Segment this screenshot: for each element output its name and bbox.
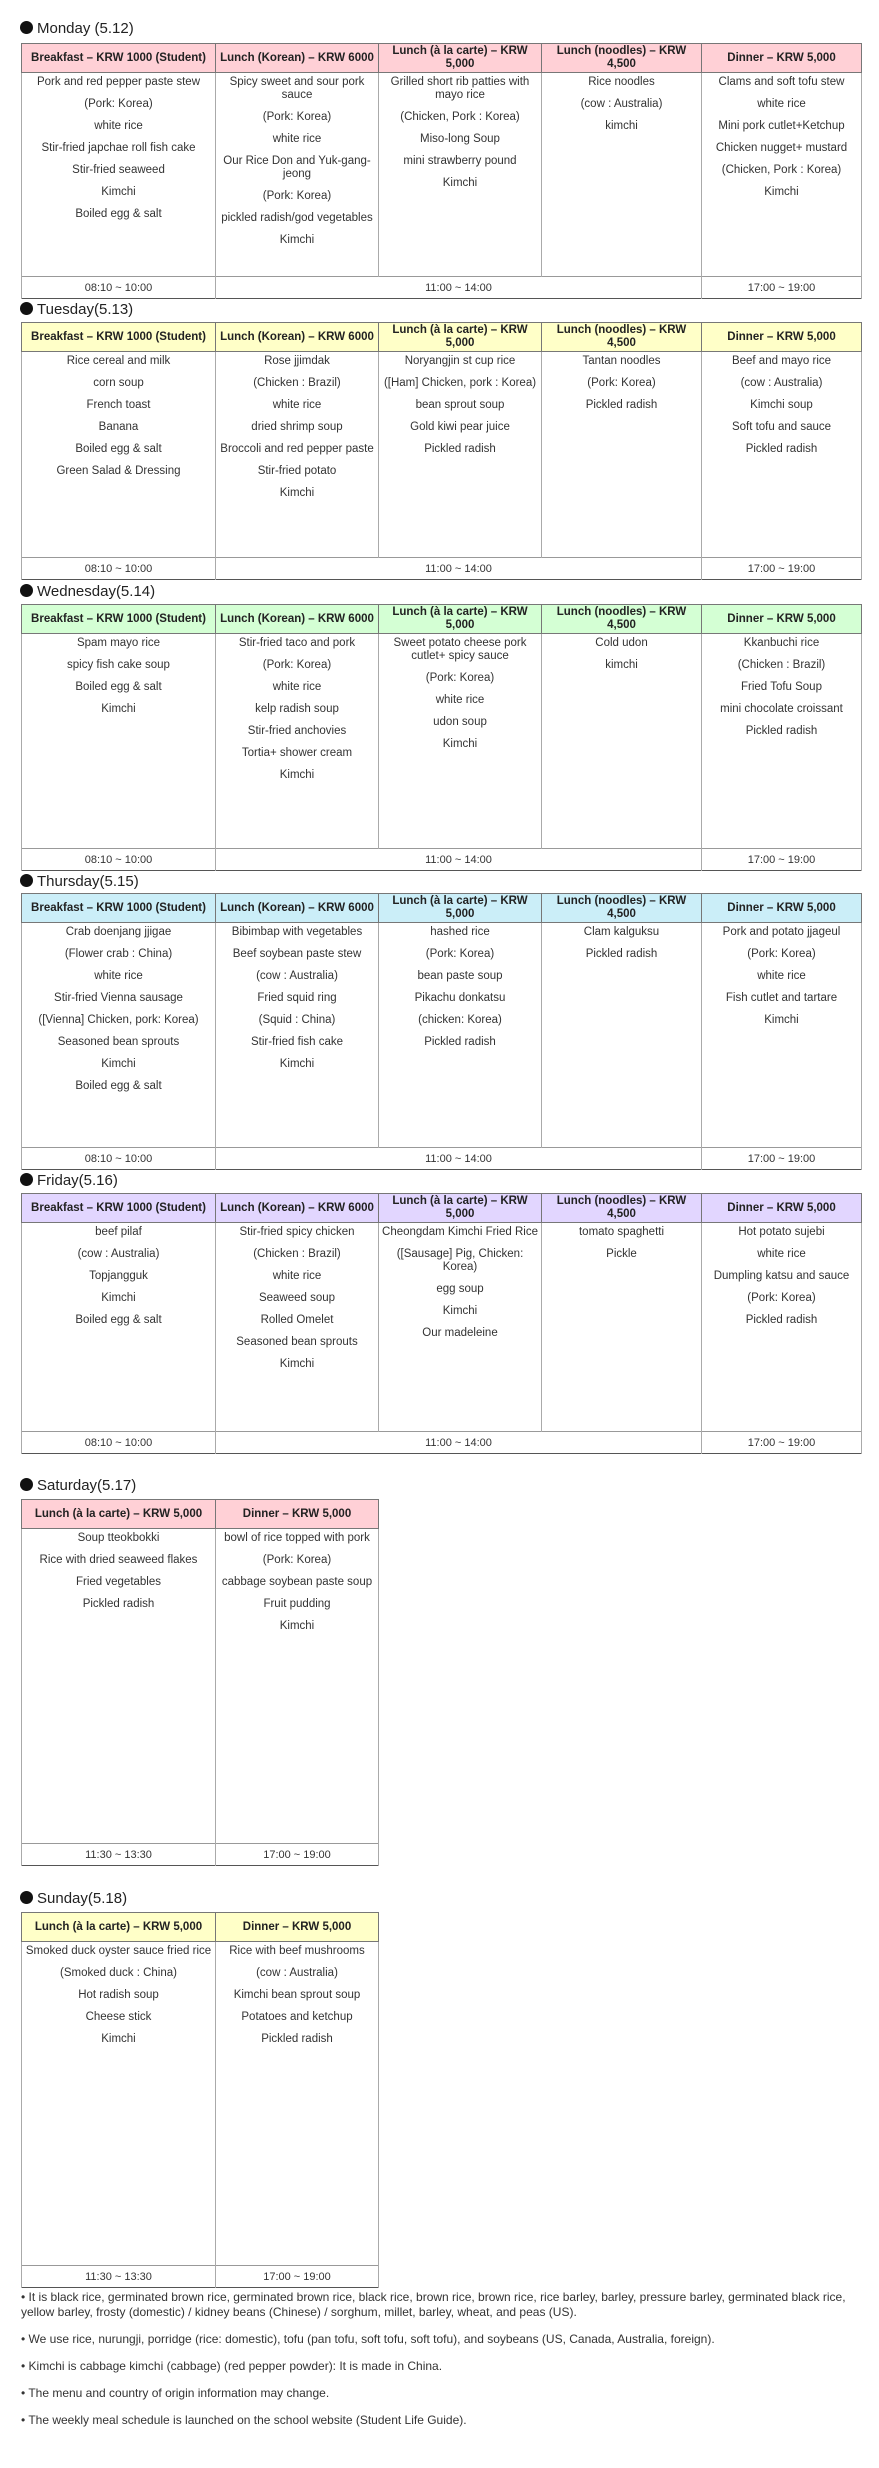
menu-item: ([Ham] Chicken, pork : Korea) xyxy=(383,377,537,389)
column-header: Lunch (à la carte) – KRW 5,000 xyxy=(379,1194,542,1223)
note-website: • The weekly meal schedule is launched on the school website (Student Life Guide). xyxy=(21,2413,467,2427)
menu-item: Stir-fried potato xyxy=(257,465,337,477)
menu-item: Fried Tofu Soup xyxy=(741,681,822,693)
menu-cell xyxy=(379,634,542,849)
menu-item: mini strawberry pound xyxy=(403,155,517,167)
menu-cell xyxy=(542,1223,702,1432)
day-title-monday xyxy=(20,19,134,39)
menu-cell xyxy=(216,634,379,849)
lunch-time: 11:00 ~ 14:00 xyxy=(216,558,702,580)
column-header: Lunch (Korean) – KRW 6000 xyxy=(216,605,379,634)
menu-item: Hot radish soup xyxy=(78,1989,159,2001)
note-grains: • It is black rice, germinated brown rice, germinated brown rice, black rice, brown rice, brown rice, rice barley, barley, pressure barley, germinated black rice, yellow barley, frosty (domestic) / kidney beans (Chinese) / sorghum, millet, barley, wheat, and peas (US). xyxy=(21,2290,846,2319)
breakfast-time: 08:10 ~ 10:00 xyxy=(22,277,216,299)
lunch-time: 11:30 ~ 13:30 xyxy=(22,2266,216,2288)
note-menu-change: • The menu and country of origin information may change. xyxy=(21,2386,330,2400)
menu-item: Gold kiwi pear juice xyxy=(410,421,510,433)
note-rice-tofu: • We use rice, nurungji, porridge (rice: domestic), tofu (pan tofu, soft tofu, soft tofu), and soybeans (US, Canada, Australia, foreign). xyxy=(21,2332,715,2346)
menu-item: Cold udon xyxy=(595,637,648,649)
menu-item: bean paste soup xyxy=(417,970,503,982)
menu-item: (Pork: Korea) xyxy=(262,111,332,123)
menu-item: Spicy sweet and sour pork sauce xyxy=(229,76,365,101)
menu-item: Fruit pudding xyxy=(263,1598,331,1610)
column-header: Dinner – KRW 5,000 xyxy=(702,1194,862,1223)
menu-item: kelp radish soup xyxy=(255,703,339,715)
menu-cell xyxy=(542,352,702,558)
menu-item: bean sprout soup xyxy=(415,399,505,411)
menu-item: Boiled egg & salt xyxy=(75,681,162,693)
column-header: Lunch (noodles) – KRW 4,500 xyxy=(542,323,702,352)
menu-item: Kimchi xyxy=(764,1014,799,1026)
menu-item: Crab doenjang jjigae xyxy=(65,926,172,938)
column-header: Dinner – KRW 5,000 xyxy=(702,605,862,634)
menu-cell xyxy=(542,923,702,1148)
day-title-text: Friday(5.16) xyxy=(37,1172,118,1189)
menu-cell xyxy=(22,634,216,849)
dinner-time: 17:00 ~ 19:00 xyxy=(702,849,862,871)
menu-item: Beef and mayo rice xyxy=(731,355,832,367)
menu-item: (Pork: Korea) xyxy=(262,659,332,671)
column-header: Lunch (noodles) – KRW 4,500 xyxy=(542,1194,702,1223)
menu-item: cabbage soybean paste soup xyxy=(221,1576,373,1588)
day-title-sunday xyxy=(20,1889,127,1909)
dinner-time: 17:00 ~ 19:00 xyxy=(702,1432,862,1454)
menu-item: Chicken nugget+ mustard xyxy=(715,142,848,154)
menu-item: white rice xyxy=(94,970,143,982)
menu-cell xyxy=(379,923,542,1148)
menu-table-tuesday xyxy=(21,322,862,580)
menu-item: kimchi xyxy=(605,120,638,132)
breakfast-time: 08:10 ~ 10:00 xyxy=(22,1432,216,1454)
menu-item: Banana xyxy=(98,421,139,433)
menu-item: Rolled Omelet xyxy=(260,1314,334,1326)
menu-item: Dumpling katsu and sauce xyxy=(713,1270,850,1282)
column-header: Breakfast – KRW 1000 (Student) xyxy=(22,894,216,923)
menu-item: (Pork: Korea) xyxy=(425,948,495,960)
menu-cell xyxy=(702,634,862,849)
day-title-text: Sunday(5.18) xyxy=(37,1890,128,1907)
menu-item: Clams and soft tofu stew xyxy=(718,76,845,88)
day-title-text: Saturday(5.17) xyxy=(37,1477,137,1494)
notes-section xyxy=(21,2290,861,2440)
menu-item: corn soup xyxy=(93,377,144,389)
menu-item: white rice xyxy=(272,399,322,411)
column-header: Lunch (Korean) – KRW 6000 xyxy=(216,1194,379,1223)
menu-item: Kimchi xyxy=(442,738,478,750)
menu-item: (Chicken, Pork : Korea) xyxy=(400,111,520,123)
menu-cell xyxy=(702,1223,862,1432)
menu-item: pickled radish/god vegetables xyxy=(221,212,373,224)
menu-item: Kimchi xyxy=(442,177,478,189)
menu-item: Hot potato sujebi xyxy=(738,1226,825,1238)
menu-item: (Chicken, Pork : Korea) xyxy=(721,164,842,176)
menu-item: bowl of rice topped with pork xyxy=(224,1532,370,1544)
menu-item: Kimchi bean sprout soup xyxy=(233,1989,361,2001)
column-header: Lunch (noodles) – KRW 4,500 xyxy=(542,894,702,923)
menu-item: Fish cutlet and tartare xyxy=(725,992,838,1004)
menu-item: Kimchi xyxy=(101,1058,136,1070)
menu-item: Rice with dried seaweed flakes xyxy=(39,1554,198,1566)
menu-item: Cheese stick xyxy=(85,2011,152,2023)
menu-table-thursday xyxy=(21,893,862,1170)
menu-item: (Pork: Korea) xyxy=(747,1292,816,1304)
menu-item: Kkanbuchi rice xyxy=(743,637,820,649)
menu-item: Our madeleine xyxy=(422,1327,498,1339)
menu-item: spicy fish cake soup xyxy=(67,659,170,671)
column-header: Dinner – KRW 5,000 xyxy=(702,894,862,923)
menu-item: Stir-fried spicy chicken xyxy=(239,1226,355,1238)
menu-item: Pickle xyxy=(606,1248,637,1260)
menu-item: Pork and red pepper paste stew xyxy=(36,76,201,88)
menu-item: Kimchi xyxy=(279,1620,315,1632)
menu-item: udon soup xyxy=(433,716,487,728)
menu-cell xyxy=(22,1529,216,1844)
menu-cell xyxy=(22,73,216,277)
menu-item: Tortia+ shower cream xyxy=(241,747,353,759)
lunch-time: 11:00 ~ 14:00 xyxy=(216,1148,702,1170)
menu-item: (Pork: Korea) xyxy=(747,948,816,960)
dinner-time: 17:00 ~ 19:00 xyxy=(216,2266,379,2288)
dinner-time: 17:00 ~ 19:00 xyxy=(702,277,862,299)
menu-item: Kimchi xyxy=(101,2033,136,2045)
column-header: Lunch (à la carte) – KRW 5,000 xyxy=(379,323,542,352)
menu-item: Boiled egg & salt xyxy=(75,1314,162,1326)
menu-item: Rice cereal and milk xyxy=(66,355,171,367)
menu-item: (Pork: Korea) xyxy=(262,1554,332,1566)
menu-item: Beef soybean paste stew xyxy=(232,948,362,960)
menu-item: Clam kalguksu xyxy=(583,926,660,938)
bullet-icon xyxy=(20,584,33,597)
menu-item: Stir-fried fish cake xyxy=(250,1036,344,1048)
menu-item: Boiled egg & salt xyxy=(75,443,162,455)
menu-item: Kimchi xyxy=(101,186,136,198)
menu-item: Smoked duck oyster sauce fried rice xyxy=(25,1945,212,1957)
menu-item: Stir-fried taco and pork xyxy=(238,637,356,649)
menu-cell xyxy=(22,1942,216,2266)
menu-item: (Pork: Korea) xyxy=(587,377,656,389)
column-header: Lunch (à la carte) – KRW 5,000 xyxy=(22,1500,216,1529)
menu-item: (Pork: Korea) xyxy=(84,98,153,110)
menu-item: ([Sausage] Pig, Chicken: Korea) xyxy=(396,1248,524,1273)
menu-item: Topjangguk xyxy=(89,1270,148,1282)
menu-item: Pickled radish xyxy=(745,725,818,737)
menu-table-sunday xyxy=(21,1912,379,2288)
menu-item: Kimchi xyxy=(279,487,315,499)
day-title-friday xyxy=(20,1171,118,1191)
menu-item: (Squid : China) xyxy=(258,1014,336,1026)
menu-cell xyxy=(216,923,379,1148)
menu-item: white rice xyxy=(272,133,322,145)
menu-item: Rose jjimdak xyxy=(264,355,330,367)
menu-item: (chicken: Korea) xyxy=(418,1014,502,1026)
day-title-thursday xyxy=(20,872,139,892)
menu-cell xyxy=(216,1529,379,1844)
day-title-text: Tuesday(5.13) xyxy=(37,301,134,318)
menu-item: Noryangjin st cup rice xyxy=(404,355,516,367)
column-header: Breakfast – KRW 1000 (Student) xyxy=(22,1194,216,1223)
note-kimchi: • Kimchi is cabbage kimchi (cabbage) (red pepper powder): It is made in China. xyxy=(21,2359,443,2373)
menu-item: Pickled radish xyxy=(745,443,818,455)
menu-item: (Smoked duck : China) xyxy=(60,1967,177,1979)
menu-item: beef pilaf xyxy=(95,1226,142,1238)
menu-item: Fried squid ring xyxy=(257,992,337,1004)
menu-cell xyxy=(702,923,862,1148)
menu-item: Stir-fried Vienna sausage xyxy=(54,992,183,1004)
menu-cell xyxy=(542,634,702,849)
menu-item: Pickled radish xyxy=(424,443,496,455)
menu-table-saturday xyxy=(21,1499,379,1866)
menu-item: Pickled radish xyxy=(82,1598,155,1610)
dinner-time: 17:00 ~ 19:00 xyxy=(216,1844,379,1866)
breakfast-time: 08:10 ~ 10:00 xyxy=(22,558,216,580)
menu-item: Kimchi xyxy=(101,1292,136,1304)
menu-table-monday xyxy=(21,43,862,299)
column-header: Dinner – KRW 5,000 xyxy=(216,1913,379,1942)
menu-item: Pickled radish xyxy=(745,1314,818,1326)
day-title-tuesday xyxy=(20,300,133,320)
menu-item: white rice xyxy=(757,970,806,982)
column-header: Breakfast – KRW 1000 (Student) xyxy=(22,605,216,634)
menu-item: (Chicken : Brazil) xyxy=(253,1248,341,1260)
menu-item: white rice xyxy=(272,1270,322,1282)
menu-item: (cow : Australia) xyxy=(256,1967,338,1979)
bullet-icon xyxy=(20,21,33,34)
day-title-text: Thursday(5.15) xyxy=(37,873,139,890)
menu-table-wednesday xyxy=(21,604,862,871)
column-header: Dinner – KRW 5,000 xyxy=(702,44,862,73)
menu-cell xyxy=(379,73,542,277)
bullet-icon xyxy=(20,1478,33,1491)
menu-item: white rice xyxy=(94,120,143,132)
menu-item: (cow : Australia) xyxy=(740,377,823,389)
column-header: Breakfast – KRW 1000 (Student) xyxy=(22,323,216,352)
menu-item: Stir-fried anchovies xyxy=(247,725,347,737)
breakfast-time: 08:10 ~ 10:00 xyxy=(22,1148,216,1170)
menu-cell xyxy=(22,1223,216,1432)
lunch-time: 11:00 ~ 14:00 xyxy=(216,277,702,299)
menu-item: Mini pork cutlet+Ketchup xyxy=(718,120,845,132)
menu-cell xyxy=(22,352,216,558)
menu-item: (cow : Australia) xyxy=(256,970,338,982)
bullet-icon xyxy=(20,874,33,887)
menu-item: French toast xyxy=(86,399,151,411)
menu-item: Stir-fried seaweed xyxy=(72,164,165,176)
menu-item: (cow : Australia) xyxy=(77,1248,160,1260)
menu-item: white rice xyxy=(757,1248,806,1260)
menu-item: (cow : Australia) xyxy=(580,98,663,110)
menu-cell xyxy=(216,352,379,558)
menu-item: Rice with beef mushrooms xyxy=(229,1945,365,1957)
menu-item: (Chicken : Brazil) xyxy=(737,659,826,671)
menu-item: tomato spaghetti xyxy=(578,1226,665,1238)
menu-item: Tantan noodles xyxy=(582,355,661,367)
menu-item: Sweet potato cheese pork cutlet+ spicy sauce xyxy=(393,637,527,662)
day-title-wednesday xyxy=(20,582,155,602)
menu-item: Fried vegetables xyxy=(75,1576,162,1588)
menu-item: Kimchi xyxy=(101,703,136,715)
menu-item: Spam mayo rice xyxy=(76,637,161,649)
menu-cell xyxy=(702,73,862,277)
menu-item: Kimchi xyxy=(279,769,315,781)
column-header: Lunch (Korean) – KRW 6000 xyxy=(216,323,379,352)
column-header: Lunch (à la carte) – KRW 5,000 xyxy=(379,894,542,923)
menu-item: Stir-fried japchae roll fish cake xyxy=(41,142,196,154)
menu-item: Green Salad & Dressing xyxy=(56,465,181,477)
menu-cell xyxy=(379,1223,542,1432)
lunch-time: 11:30 ~ 13:30 xyxy=(22,1844,216,1866)
menu-item: Pickled radish xyxy=(424,1036,496,1048)
bullet-icon xyxy=(20,1173,33,1186)
menu-item: Cheongdam Kimchi Fried Rice xyxy=(382,1226,538,1238)
menu-item: Pickled radish xyxy=(261,2033,333,2045)
bullet-icon xyxy=(20,302,33,315)
column-header: Lunch (à la carte) – KRW 5,000 xyxy=(22,1913,216,1942)
menu-item: Kimchi xyxy=(279,234,315,246)
lunch-time: 11:00 ~ 14:00 xyxy=(216,1432,702,1454)
menu-cell xyxy=(216,1942,379,2266)
menu-item: ([Vienna] Chicken, pork: Korea) xyxy=(38,1014,199,1026)
menu-item: kimchi xyxy=(605,659,638,671)
menu-item: white rice xyxy=(272,681,322,693)
menu-item: Pickled radish xyxy=(585,399,658,411)
menu-item: Kimchi xyxy=(279,1358,315,1370)
menu-item: Kimchi xyxy=(442,1305,478,1317)
menu-item: Boiled egg & salt xyxy=(75,1080,162,1092)
column-header: Breakfast – KRW 1000 (Student) xyxy=(22,44,216,73)
menu-item: Soft tofu and sauce xyxy=(731,421,832,433)
menu-item: Pork and potato jjageul xyxy=(722,926,841,938)
day-title-text: Monday (5.12) xyxy=(37,20,134,37)
menu-table-friday xyxy=(21,1193,862,1454)
menu-item: Boiled egg & salt xyxy=(75,208,162,220)
column-header: Lunch (à la carte) – KRW 5,000 xyxy=(379,44,542,73)
breakfast-time: 08:10 ~ 10:00 xyxy=(22,849,216,871)
menu-item: (Chicken : Brazil) xyxy=(253,377,341,389)
menu-item: Broccoli and red pepper paste xyxy=(220,443,374,455)
menu-item: Our Rice Don and Yuk-gang-jeong xyxy=(223,155,371,180)
menu-item: hashed rice xyxy=(430,926,490,938)
column-header: Dinner – KRW 5,000 xyxy=(702,323,862,352)
menu-item: (Flower crab : China) xyxy=(64,948,173,960)
menu-cell xyxy=(702,352,862,558)
menu-item: (Pork: Korea) xyxy=(425,672,495,684)
menu-item: white rice xyxy=(435,694,485,706)
menu-item: mini chocolate croissant xyxy=(720,703,843,715)
column-header: Lunch (Korean) – KRW 6000 xyxy=(216,44,379,73)
column-header: Dinner – KRW 5,000 xyxy=(216,1500,379,1529)
menu-item: Kimchi xyxy=(279,1058,315,1070)
day-title-text: Wednesday(5.14) xyxy=(37,583,156,600)
menu-item: Seaweed soup xyxy=(258,1292,336,1304)
column-header: Lunch (noodles) – KRW 4,500 xyxy=(542,605,702,634)
menu-cell xyxy=(216,73,379,277)
menu-cell xyxy=(379,352,542,558)
dinner-time: 17:00 ~ 19:00 xyxy=(702,1148,862,1170)
menu-item: Rice noodles xyxy=(588,76,655,88)
column-header: Lunch (noodles) – KRW 4,500 xyxy=(542,44,702,73)
dinner-time: 17:00 ~ 19:00 xyxy=(702,558,862,580)
menu-item: Soup tteokbokki xyxy=(77,1532,160,1544)
column-header: Lunch (Korean) – KRW 6000 xyxy=(216,894,379,923)
menu-item: Potatoes and ketchup xyxy=(241,2011,353,2023)
menu-item: Bibimbap with vegetables xyxy=(231,926,363,938)
column-header: Lunch (à la carte) – KRW 5,000 xyxy=(379,605,542,634)
menu-item: egg soup xyxy=(436,1283,484,1295)
menu-item: dried shrimp soup xyxy=(251,421,343,433)
bullet-icon xyxy=(20,1891,33,1904)
menu-item: Seasoned bean sprouts xyxy=(57,1036,180,1048)
menu-item: Miso-long Soup xyxy=(420,133,500,145)
lunch-time: 11:00 ~ 14:00 xyxy=(216,849,702,871)
menu-item: Pickled radish xyxy=(585,948,658,960)
menu-item: white rice xyxy=(757,98,806,110)
menu-item: Pikachu donkatsu xyxy=(414,992,506,1004)
day-title-saturday xyxy=(20,1476,136,1496)
menu-item: Kimchi soup xyxy=(750,399,813,411)
menu-item: Kimchi xyxy=(764,186,799,198)
menu-item: (Pork: Korea) xyxy=(262,190,332,202)
menu-item: Seasoned bean sprouts xyxy=(236,1336,358,1348)
menu-item: Grilled short rib patties with mayo rice xyxy=(390,76,530,101)
menu-cell xyxy=(22,923,216,1148)
menu-cell xyxy=(216,1223,379,1432)
menu-cell xyxy=(542,73,702,277)
